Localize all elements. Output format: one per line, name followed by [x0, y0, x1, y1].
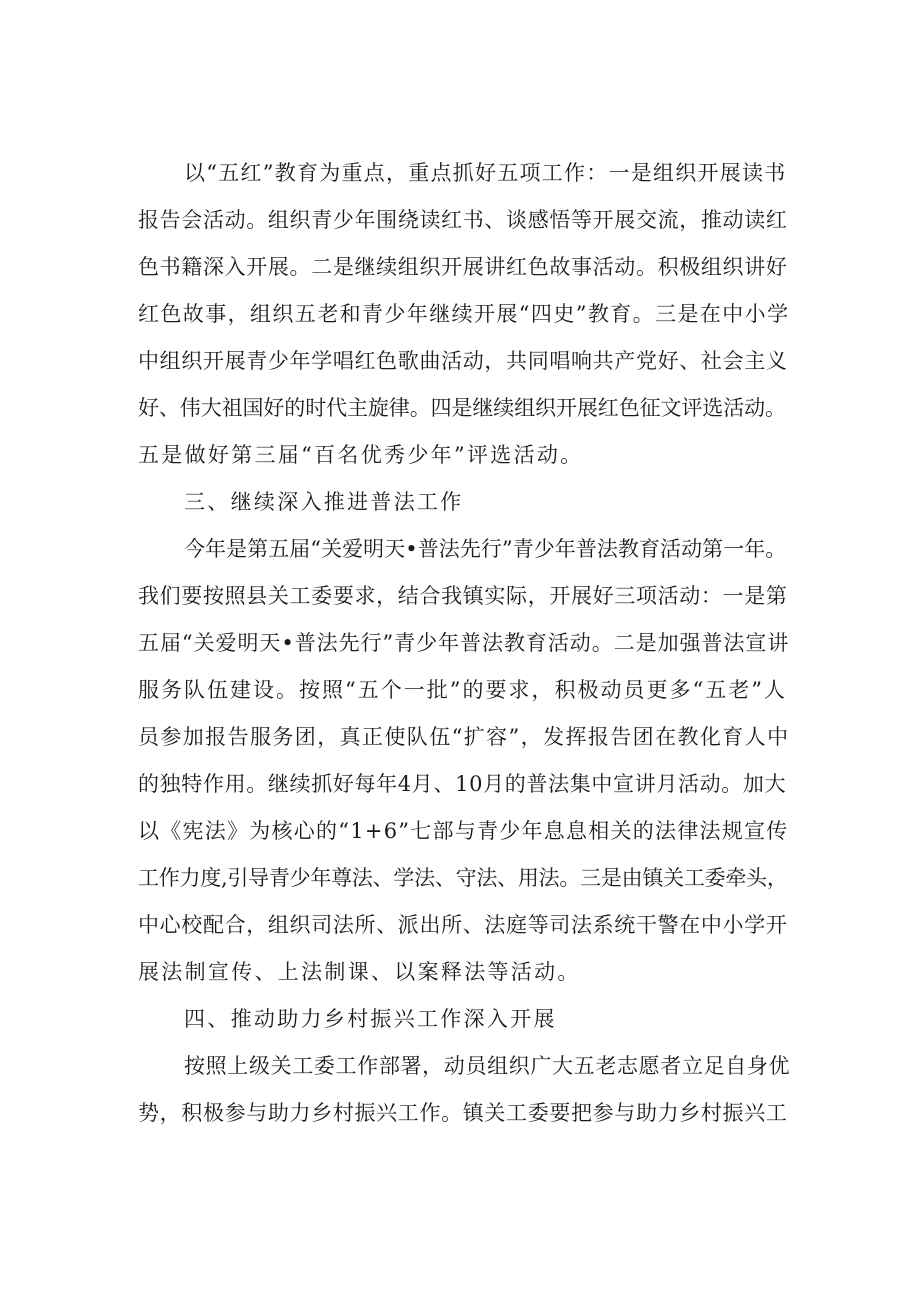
- paragraph-line: 以《宪法》为核心的“1+6”七部与青少年息息相关的法律法规宣传: [138, 819, 789, 843]
- paragraph-line: 展法制宣传、上法制课、以案释法等活动。: [138, 960, 581, 984]
- paragraph-line: 我们要按照县关工委要求，结合我镇实际，开展好三项活动：一是第: [138, 584, 788, 608]
- paragraph-line: 工作力度,引导青少年尊法、学法、守法、用法。三是由镇关工委牵头，: [138, 866, 788, 890]
- paragraph-line: 色书籍深入开展。二是继续组织开展讲红色故事活动。积极组织讲好: [138, 255, 788, 279]
- paragraph-line: 今年是第五届“关爱明天•普法先行”青少年普法教育活动第一年。: [184, 537, 787, 561]
- paragraph-line: 按照上级关工委工作部署，动员组织广大五老志愿者立足自身优: [184, 1054, 791, 1078]
- paragraph-line: 服务队伍建设。按照“五个一批”的要求，积极动员更多“五老”人: [138, 678, 787, 702]
- paragraph-line: 中心校配合，组织司法所、派出所、法庭等司法系统干警在中小学开: [138, 913, 788, 937]
- paragraph-line: 以“五红”教育为重点，重点抓好五项工作：一是组织开展读书: [184, 161, 787, 185]
- paragraph-line: 好、伟大祖国好的时代主旋律。四是继续组织开展红色征文评选活动。: [138, 396, 786, 420]
- section-heading: 四、推动助力乡村振兴工作深入开展: [184, 1007, 557, 1031]
- paragraph-line: 五届“关爱明天•普法先行”青少年普法教育活动。二是加强普法宣讲: [138, 631, 790, 655]
- paragraph-line: 员参加报告服务团，真正使队伍“扩容”，发挥报告团在教化育人中: [138, 725, 790, 749]
- paragraph-line: 红色故事，组织五老和青少年继续开展“四史”教育。三是在中小学: [138, 302, 790, 326]
- paragraph-line: 势，积极参与助力乡村振兴工作。镇关工委要把参与助力乡村振兴工: [138, 1101, 788, 1125]
- paragraph-line: 报告会活动。组织青少年围绕读红书、谈感悟等开展交流，推动读红: [138, 208, 788, 232]
- paragraph-line: 五是做好第三届“百名优秀少年”评选活动。: [138, 443, 584, 467]
- paragraph-line: 中组织开展青少年学唱红色歌曲活动，共同唱响共产党好、社会主义: [138, 349, 788, 373]
- section-heading: 三、继续深入推进普法工作: [184, 490, 464, 514]
- paragraph-line: 的独特作用。继续抓好每年4月、10月的普法集中宣讲月活动。加大: [138, 772, 787, 796]
